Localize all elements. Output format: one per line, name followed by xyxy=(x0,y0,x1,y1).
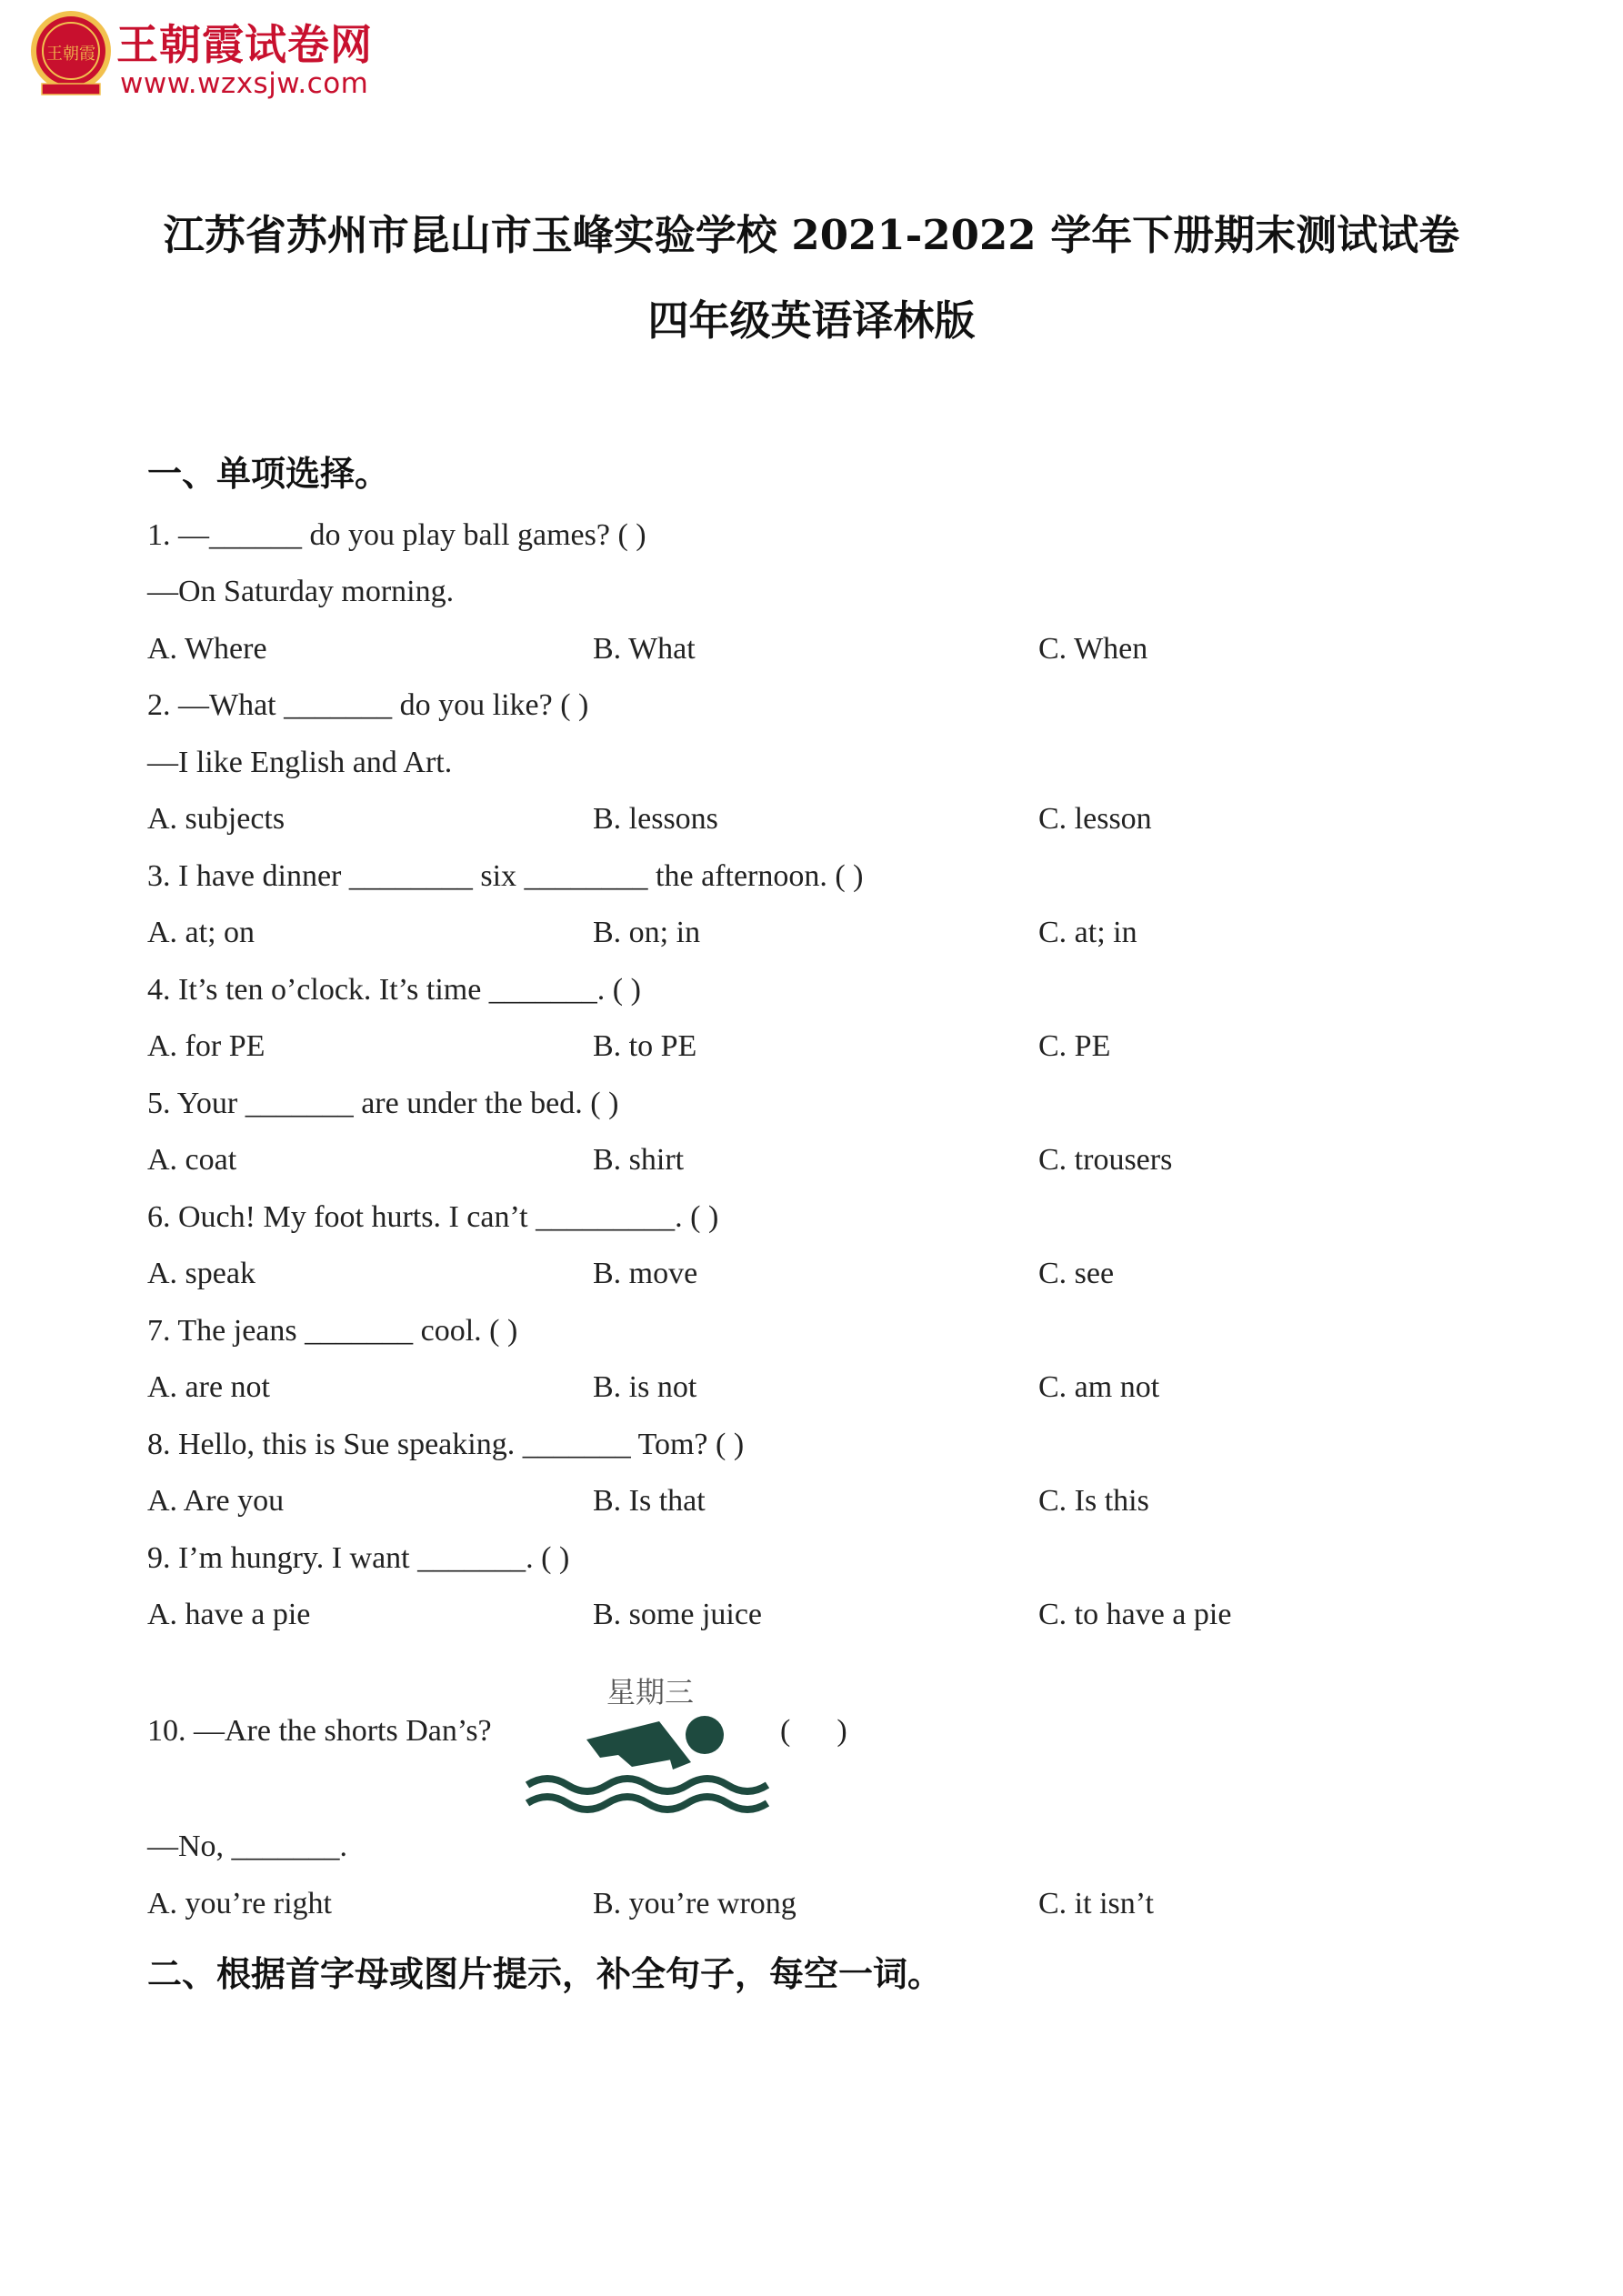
question-2-option-a: A. subjects xyxy=(147,802,286,836)
question-10-stem: 10. —Are the shorts Dan’s? xyxy=(147,1714,492,1748)
seal-icon xyxy=(25,7,116,98)
question-2-option-c: C. lesson xyxy=(1038,802,1152,836)
page-subtitle: 四年级英语译林版 xyxy=(647,296,976,345)
question-3-stem: 3. I have dinner ________ six ________ the afternoon. ( ) xyxy=(147,859,864,893)
question-3-option-b: B. on; in xyxy=(593,916,701,949)
site-logo xyxy=(25,7,407,107)
question-2-reply: —I like English and Art. xyxy=(147,746,453,779)
question-1-reply: —On Saturday morning. xyxy=(147,575,455,608)
question-4-option-b: B. to PE xyxy=(593,1029,697,1063)
question-10-reply: —No, _______. xyxy=(147,1830,348,1863)
question-6-option-a: A. speak xyxy=(147,1257,255,1290)
question-5-option-c: C. trousers xyxy=(1038,1143,1173,1177)
question-3-option-c: C. at; in xyxy=(1038,916,1137,949)
question-10-answer-bracket: ( ) xyxy=(780,1714,847,1748)
question-8-option-a: A. Are you xyxy=(147,1484,285,1518)
question-2-option-b: B. lessons xyxy=(593,802,718,836)
question-1-option-b: B. What xyxy=(593,632,696,666)
question-4-option-a: A. for PE xyxy=(147,1029,265,1063)
page-title: 江苏省苏州市昆山市玉峰实验学校 2021-2022 学年下册期末测试试卷 xyxy=(163,211,1460,259)
question-10-option-b: B. you’re wrong xyxy=(593,1887,796,1920)
question-4-option-c: C. PE xyxy=(1038,1029,1111,1063)
question-7-option-c: C. am not xyxy=(1038,1370,1160,1404)
question-7-stem: 7. The jeans _______ cool. ( ) xyxy=(147,1314,518,1348)
question-10-option-c: C. it isn’t xyxy=(1038,1887,1154,1920)
question-9-option-a: A. have a pie xyxy=(147,1598,311,1631)
question-9-stem: 9. I’m hungry. I want _______. ( ) xyxy=(147,1541,570,1575)
svg-text:王朝霞: 王朝霞 xyxy=(46,45,95,64)
question-5-option-a: A. coat xyxy=(147,1143,237,1177)
question-8-option-b: B. Is that xyxy=(593,1484,706,1518)
question-9-option-c: C. to have a pie xyxy=(1038,1598,1232,1631)
question-1-option-a: A. Where xyxy=(147,632,267,666)
question-9-option-b: B. some juice xyxy=(593,1598,763,1631)
question-7-option-b: B. is not xyxy=(593,1370,697,1404)
question-7-option-a: A. are not xyxy=(147,1370,271,1404)
section-heading-2: 二、根据首字母或图片提示，补全句子，每空一词。 xyxy=(147,1954,943,1994)
question-6-option-b: B. move xyxy=(593,1257,698,1290)
question-3-option-a: A. at; on xyxy=(147,916,255,949)
site-url: www.wzxsjw.com xyxy=(120,67,369,100)
section-heading-1: 一、单项选择。 xyxy=(147,454,390,494)
question-6-option-c: C. see xyxy=(1038,1257,1115,1290)
brand-name: 王朝霞试卷网 xyxy=(116,20,373,69)
question-5-option-b: B. shirt xyxy=(593,1143,685,1177)
question-10-option-a: A. you’re right xyxy=(147,1887,333,1920)
question-8-stem: 8. Hello, this is Sue speaking. _______ Tom? ( ) xyxy=(147,1428,745,1461)
picture-label: 星期三 xyxy=(606,1675,695,1709)
question-6-stem: 6. Ouch! My foot hurts. I can’t _________. ( ) xyxy=(147,1200,719,1234)
swimming-icon xyxy=(523,1671,777,1817)
question-4-stem: 4. It’s ten o’clock. It’s time _______. ( ) xyxy=(147,973,641,1007)
question-8-option-c: C. Is this xyxy=(1038,1484,1149,1518)
question-1-option-c: C. When xyxy=(1038,632,1148,666)
question-5-stem: 5. Your _______ are under the bed. ( ) xyxy=(147,1087,619,1120)
question-1-stem: 1. —______ do you play ball games? ( ) xyxy=(147,518,646,552)
question-2-stem: 2. —What _______ do you like? ( ) xyxy=(147,688,589,722)
